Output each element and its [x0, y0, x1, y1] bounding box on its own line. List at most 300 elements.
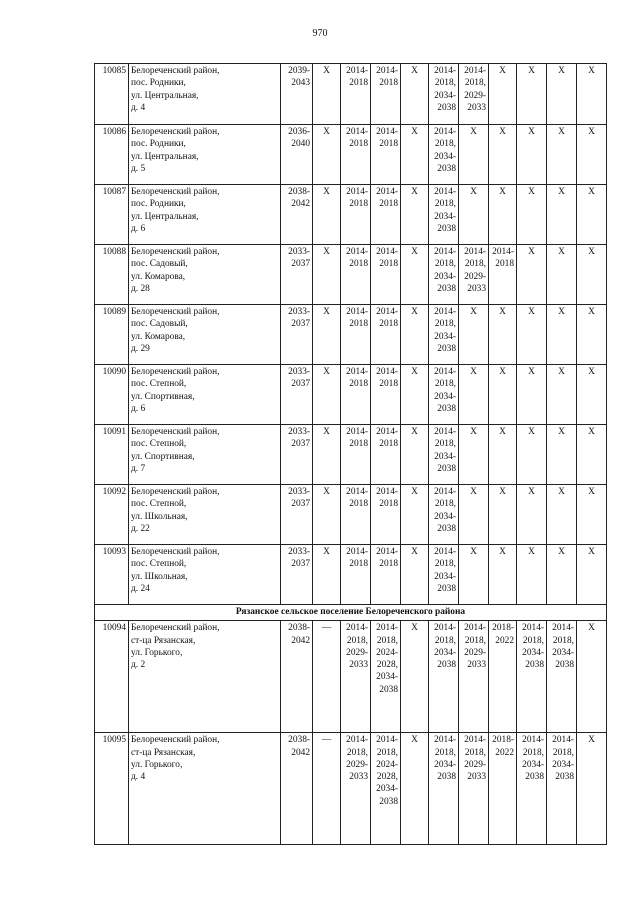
address-line: ул. Спортивная,	[131, 391, 195, 402]
address-line: пос. Родники,	[131, 199, 186, 210]
period-line: 2043	[291, 78, 310, 89]
period-cell	[313, 485, 341, 545]
period-cell	[429, 125, 459, 185]
period-line: 2037	[291, 379, 310, 390]
period-line: 2018	[379, 319, 398, 330]
address-line: ул. Горького,	[131, 647, 183, 658]
period-cell	[429, 64, 459, 125]
address-line: Белореченский район,	[131, 307, 220, 317]
period-line: 2018,	[464, 747, 486, 758]
period-line: 2033	[467, 283, 486, 294]
period-line: 2034-	[434, 511, 456, 522]
period-line: 2039-	[288, 66, 310, 76]
row-id: 10087	[95, 185, 129, 245]
period-cell	[517, 425, 547, 485]
period-line: 2014-	[522, 735, 544, 746]
period-cell	[489, 305, 517, 365]
housing-repair-table	[94, 63, 607, 845]
period-line: 2014-	[346, 66, 368, 76]
table-row	[95, 545, 607, 605]
period-line: 2014-	[346, 307, 368, 317]
table-row	[95, 485, 607, 545]
address-line: д. 22	[131, 523, 150, 534]
period-line: 2029-	[346, 647, 368, 658]
period-line: 2018,	[434, 635, 456, 646]
period-cell	[429, 305, 459, 365]
period-line: 2042	[291, 635, 310, 646]
period-cell	[429, 245, 459, 305]
period-line: 2018	[379, 499, 398, 510]
period-cell	[517, 185, 547, 245]
period-cell	[401, 305, 429, 365]
period-line: 2029-	[464, 759, 486, 770]
period-line: X	[528, 547, 535, 557]
row-id: 10094	[95, 621, 129, 733]
period-line: 2014-	[434, 427, 456, 437]
table-row	[95, 245, 607, 305]
period-line: 2033-	[288, 247, 310, 257]
row-address	[129, 485, 281, 545]
period-line: X	[323, 66, 330, 76]
period-line: 2014-	[346, 187, 368, 197]
period-line: X	[411, 187, 418, 197]
period-cell	[459, 733, 489, 845]
period-line: 2014-	[434, 735, 456, 746]
period-line: 2014-	[346, 487, 368, 497]
period-line: 2028,	[376, 660, 398, 671]
address-line: ул. Комарова,	[131, 331, 186, 342]
period-line: 2018	[349, 139, 368, 150]
period-line: 2038	[437, 102, 456, 113]
period-line: 2014-	[376, 367, 398, 377]
period-cell	[429, 485, 459, 545]
period-cell	[371, 485, 401, 545]
period-line: 2014-	[552, 735, 574, 746]
period-line: 2038	[437, 403, 456, 414]
period-line: X	[588, 66, 595, 76]
period-cell	[489, 425, 517, 485]
period-cell	[341, 425, 371, 485]
period-line: X	[411, 547, 418, 557]
period-line: 2018,	[522, 635, 544, 646]
period-line: X	[558, 307, 565, 317]
period-line: 2018,	[346, 747, 368, 758]
period-line: X	[588, 187, 595, 197]
table-section	[95, 605, 607, 621]
period-line: 2034-	[434, 271, 456, 282]
period-cell	[313, 621, 341, 733]
period-line: 2034-	[434, 211, 456, 222]
period-line: X	[499, 367, 506, 377]
period-cell	[281, 621, 313, 733]
row-address	[129, 64, 281, 125]
period-line: 2038	[437, 343, 456, 354]
table-row	[95, 64, 607, 125]
period-line: 2018-	[492, 623, 514, 634]
period-line: 2018	[349, 78, 368, 89]
period-cell	[429, 365, 459, 425]
period-line: X	[323, 487, 330, 497]
period-line: 2034-	[434, 647, 456, 658]
period-line: 2037	[291, 259, 310, 270]
period-cell	[547, 733, 577, 845]
period-line: 2018,	[464, 259, 486, 270]
period-line: 2038	[437, 583, 456, 594]
period-cell	[489, 733, 517, 845]
period-line: 2034-	[376, 784, 398, 795]
period-cell	[371, 64, 401, 125]
period-line: X	[588, 247, 595, 257]
period-cell	[281, 125, 313, 185]
period-line: X	[588, 307, 595, 317]
address-line: пос. Степной,	[131, 379, 187, 390]
period-line: 2014-	[376, 547, 398, 557]
period-cell	[489, 185, 517, 245]
row-address	[129, 365, 281, 425]
table-row	[95, 365, 607, 425]
period-cell	[547, 305, 577, 365]
period-line: 2018	[349, 199, 368, 210]
period-line: X	[499, 127, 506, 137]
period-line: 2014-	[376, 247, 398, 257]
period-cell	[371, 185, 401, 245]
period-line: X	[411, 623, 418, 634]
period-line: X	[470, 487, 477, 497]
period-line: X	[588, 487, 595, 497]
period-cell	[371, 305, 401, 365]
period-line: 2038	[437, 660, 456, 671]
period-line: 2018,	[434, 559, 456, 570]
row-address	[129, 305, 281, 365]
period-cell	[281, 425, 313, 485]
period-line: X	[470, 127, 477, 137]
period-cell	[517, 621, 547, 733]
period-line: X	[411, 127, 418, 137]
period-line: 2018,	[376, 635, 398, 646]
period-line: 2018,	[434, 78, 456, 89]
period-cell	[313, 125, 341, 185]
table-body-upper	[95, 64, 607, 605]
period-line: 2038	[379, 796, 398, 807]
period-line: 2028,	[376, 772, 398, 783]
period-line: 2038-	[288, 187, 310, 197]
address-line: Белореченский район,	[131, 427, 220, 437]
period-cell	[313, 545, 341, 605]
period-line: X	[528, 487, 535, 497]
period-line: 2040	[291, 139, 310, 150]
period-line: 2034-	[522, 647, 544, 658]
period-line: 2037	[291, 499, 310, 510]
period-line: 2037	[291, 319, 310, 330]
period-line: 2018	[379, 379, 398, 390]
period-cell	[547, 545, 577, 605]
period-cell	[577, 425, 607, 485]
period-cell	[371, 733, 401, 845]
period-cell	[517, 305, 547, 365]
period-cell	[401, 485, 429, 545]
period-cell	[577, 485, 607, 545]
period-line: 2018,	[464, 78, 486, 89]
period-line: 2018,	[552, 747, 574, 758]
period-line: X	[323, 127, 330, 137]
address-line: ул. Школьная,	[131, 511, 188, 522]
period-cell	[313, 425, 341, 485]
period-cell	[429, 733, 459, 845]
address-line: д. 28	[131, 283, 150, 294]
period-line: 2038	[437, 163, 456, 174]
period-line: 2014-	[434, 487, 456, 497]
period-cell	[517, 545, 547, 605]
period-line: 2038	[437, 772, 456, 783]
section-title: Рязанское сельское поселение Белореченского района	[95, 605, 607, 621]
period-cell	[459, 305, 489, 365]
row-id: 10091	[95, 425, 129, 485]
period-line: 2018	[379, 199, 398, 210]
address-line: ул. Горького,	[131, 759, 183, 770]
period-cell	[401, 245, 429, 305]
period-cell	[281, 245, 313, 305]
period-cell	[577, 64, 607, 125]
address-line: ул. Школьная,	[131, 571, 188, 582]
period-line: 2018	[379, 439, 398, 450]
period-cell	[401, 64, 429, 125]
period-line: 2018-	[492, 735, 514, 746]
address-line: д. 5	[131, 163, 146, 174]
period-line: 2014-	[434, 623, 456, 634]
period-cell	[517, 245, 547, 305]
period-cell	[313, 185, 341, 245]
period-line: 2014-	[376, 487, 398, 497]
period-line: X	[499, 187, 506, 197]
row-id: 10089	[95, 305, 129, 365]
period-line: X	[558, 367, 565, 377]
period-line: 2018,	[434, 747, 456, 758]
period-line: X	[588, 623, 595, 634]
period-line: X	[411, 735, 418, 746]
period-line: 2034-	[434, 571, 456, 582]
period-line: 2033	[349, 772, 368, 783]
period-line: 2037	[291, 439, 310, 450]
period-cell	[401, 425, 429, 485]
row-id: 10086	[95, 125, 129, 185]
address-line: д. 7	[131, 463, 146, 474]
period-cell	[459, 245, 489, 305]
period-line: X	[528, 187, 535, 197]
address-line: ул. Спортивная,	[131, 451, 195, 462]
period-cell	[489, 545, 517, 605]
period-line: X	[528, 127, 535, 137]
period-line: 2038	[525, 772, 544, 783]
period-cell	[281, 185, 313, 245]
period-line: 2018	[349, 259, 368, 270]
period-line: 2014-	[552, 623, 574, 634]
row-address	[129, 245, 281, 305]
address-line: ул. Центральная,	[131, 211, 199, 222]
row-address	[129, 733, 281, 845]
row-id: 10092	[95, 485, 129, 545]
period-line: 2018,	[464, 635, 486, 646]
address-line: д. 6	[131, 223, 146, 234]
period-line: 2034-	[522, 759, 544, 770]
period-line: 2014-	[464, 735, 486, 746]
period-line: 2029-	[346, 759, 368, 770]
period-line: X	[323, 307, 330, 317]
period-cell	[281, 545, 313, 605]
period-line: X	[411, 66, 418, 76]
address-line: пос. Родники,	[131, 139, 186, 150]
period-line: 2018	[349, 499, 368, 510]
period-line: 2033	[349, 660, 368, 671]
period-line: 2018	[349, 319, 368, 330]
period-cell	[341, 733, 371, 845]
period-line: 2014-	[376, 127, 398, 137]
period-line: 2034-	[434, 90, 456, 101]
period-line: 2018,	[434, 199, 456, 210]
period-cell	[429, 621, 459, 733]
period-cell	[489, 245, 517, 305]
period-line: X	[588, 127, 595, 137]
period-line: 2018,	[434, 439, 456, 450]
period-cell	[577, 185, 607, 245]
period-line: 2014-	[376, 66, 398, 76]
row-address	[129, 125, 281, 185]
period-line: X	[499, 307, 506, 317]
period-cell	[341, 185, 371, 245]
period-cell	[401, 125, 429, 185]
period-line: X	[323, 427, 330, 437]
period-line: X	[499, 427, 506, 437]
address-line: Белореченский район,	[131, 487, 220, 497]
period-cell	[313, 245, 341, 305]
period-cell	[577, 365, 607, 425]
period-line: 2024-	[376, 759, 398, 770]
period-line: 2029-	[464, 271, 486, 282]
period-line: X	[558, 66, 565, 76]
address-line: Белореченский район,	[131, 623, 220, 634]
period-line: 2042	[291, 747, 310, 758]
period-line: 2014-	[376, 427, 398, 437]
period-line: 2029-	[464, 647, 486, 658]
period-line: 2038	[437, 283, 456, 294]
period-line: X	[323, 247, 330, 257]
period-cell	[371, 545, 401, 605]
period-cell	[341, 485, 371, 545]
period-cell	[489, 365, 517, 425]
table-row	[95, 621, 607, 733]
row-id: 10095	[95, 733, 129, 845]
period-cell	[577, 245, 607, 305]
period-cell	[577, 305, 607, 365]
address-line: д. 29	[131, 343, 150, 354]
row-id: 10090	[95, 365, 129, 425]
period-line: 2033-	[288, 367, 310, 377]
row-id: 10088	[95, 245, 129, 305]
period-line: X	[588, 427, 595, 437]
address-line: пос. Степной,	[131, 559, 187, 570]
period-line: 2014-	[346, 547, 368, 557]
address-line: пос. Садовый,	[131, 319, 188, 330]
address-line: ул. Комарова,	[131, 271, 186, 282]
period-cell	[341, 621, 371, 733]
address-line: пос. Садовый,	[131, 259, 188, 270]
period-line: 2018	[379, 559, 398, 570]
period-cell	[459, 621, 489, 733]
address-line: ст-ца Рязанская,	[131, 747, 196, 758]
row-address	[129, 185, 281, 245]
period-line: X	[558, 487, 565, 497]
period-cell	[547, 125, 577, 185]
period-line: —	[321, 623, 332, 634]
period-line: X	[499, 487, 506, 497]
period-cell	[313, 305, 341, 365]
period-line: 2038	[437, 463, 456, 474]
period-cell	[401, 621, 429, 733]
period-cell	[341, 125, 371, 185]
period-line: 2034-	[434, 391, 456, 402]
address-line: Белореченский район,	[131, 547, 220, 557]
period-line: 2014-	[434, 127, 456, 137]
period-cell	[547, 185, 577, 245]
address-line: ст-ца Рязанская,	[131, 635, 196, 646]
address-line: пос. Родники,	[131, 78, 186, 89]
period-line: X	[411, 427, 418, 437]
period-line: X	[411, 307, 418, 317]
period-line: —	[321, 735, 332, 746]
period-line: 2018,	[434, 499, 456, 510]
period-cell	[341, 64, 371, 125]
period-line: 2018,	[434, 259, 456, 270]
address-line: пос. Степной,	[131, 499, 187, 510]
period-line: X	[499, 66, 506, 76]
period-line: 2038-	[288, 735, 310, 746]
period-cell	[401, 733, 429, 845]
table-row	[95, 185, 607, 245]
period-line: 2038	[525, 660, 544, 671]
period-line: 2018	[349, 439, 368, 450]
period-line: 2014-	[434, 247, 456, 257]
period-line: 2018,	[434, 379, 456, 390]
period-line: X	[558, 187, 565, 197]
period-line: 2033-	[288, 307, 310, 317]
period-line: 2014-	[464, 247, 486, 257]
period-cell	[547, 365, 577, 425]
period-line: 2014-	[346, 427, 368, 437]
period-cell	[517, 64, 547, 125]
period-cell	[547, 245, 577, 305]
period-cell	[489, 125, 517, 185]
period-line: X	[411, 247, 418, 257]
table-row	[95, 425, 607, 485]
period-cell	[281, 485, 313, 545]
period-line: 2033	[467, 772, 486, 783]
row-id: 10085	[95, 64, 129, 125]
period-line: X	[411, 487, 418, 497]
period-line: 2038	[379, 684, 398, 695]
period-cell	[371, 125, 401, 185]
period-cell	[517, 365, 547, 425]
period-line: 2034-	[552, 647, 574, 658]
period-line: 2018,	[434, 139, 456, 150]
period-line: X	[558, 247, 565, 257]
period-line: 2022	[495, 635, 514, 646]
period-line: 2018	[495, 259, 514, 270]
period-line: 2014-	[492, 247, 514, 257]
period-line: 2014-	[434, 367, 456, 377]
period-cell	[371, 245, 401, 305]
period-line: 2014-	[346, 623, 368, 634]
period-cell	[429, 545, 459, 605]
address-line: Белореченский район,	[131, 247, 220, 257]
